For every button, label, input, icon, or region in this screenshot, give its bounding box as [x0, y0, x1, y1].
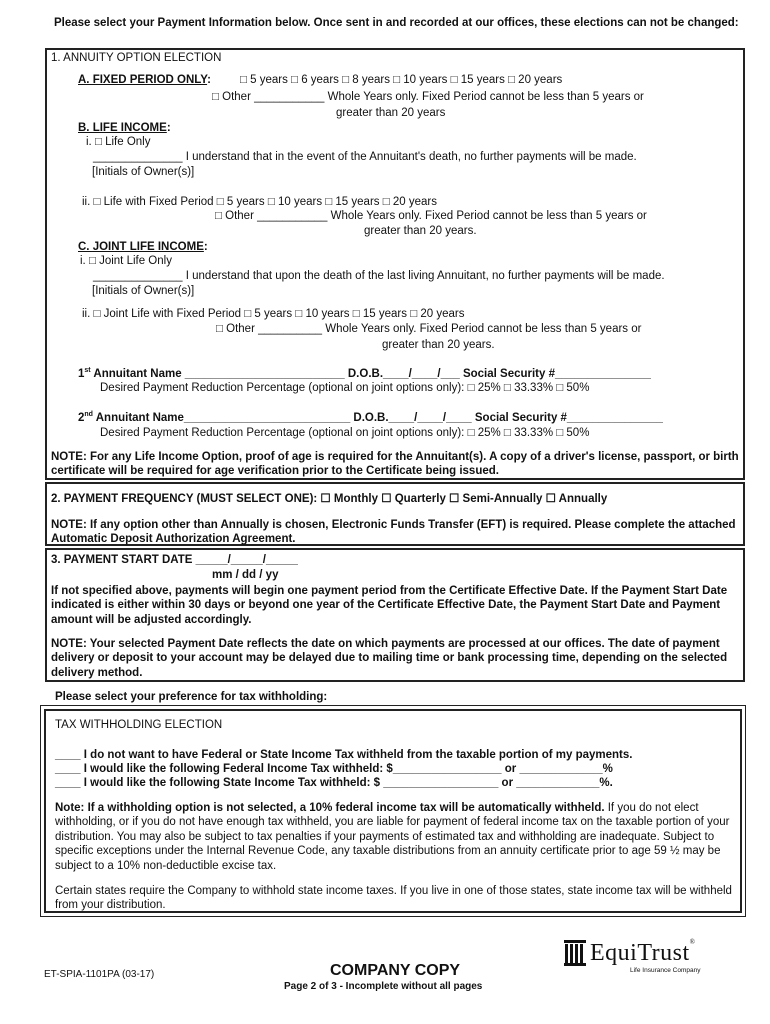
tax-preference-prompt: Please select your preference for tax withholding:	[55, 691, 328, 703]
joint-life-heading	[78, 240, 208, 254]
annuitant2-number: 2	[78, 412, 85, 424]
annuitant1-row[interactable]	[78, 367, 651, 381]
tax-option-federal[interactable]: ____ I would like the following Federal Income Tax withheld: $_________________ or _____________%	[55, 763, 613, 775]
life-income-heading	[78, 121, 171, 135]
fixed-period-other[interactable]: □ Other ___________ Whole Years only. Fixed Period cannot be less than 5 years or	[212, 91, 644, 103]
section1-title: 1. ANNUITY OPTION ELECTION	[51, 52, 222, 64]
logo-trademark: ®	[689, 938, 696, 946]
form-id: ET-SPIA-1101PA (03-17)	[44, 969, 155, 980]
joint-life-initials-line[interactable]: ______________ I understand that upon the death of the last living Annuitant, no further payments will be made.	[93, 270, 665, 282]
joint-life-only-option[interactable]: i. □ Joint Life Only	[80, 255, 172, 267]
section3-paragraph: If not specified above, payments will begin one payment period from the Certificate Effective Date. If the Payment Start Date indicated is either within 30 days or beyond one year of the Certificate Effective Date, the Payment Start Date and Payment amount will be adjusted accordingly.	[51, 585, 728, 626]
company-copy-label: COMPANY COPY	[330, 962, 461, 979]
tax-option-none[interactable]: ____ I do not want to have Federal or State Income Tax withheld from the taxable portion of my payments.	[55, 749, 633, 761]
annuitant1-number: 1	[78, 368, 85, 380]
life-income-colon: :	[166, 122, 171, 134]
payment-start-date[interactable]: 3. PAYMENT START DATE _____/_____/_____	[51, 554, 298, 566]
annuitant1-ordinal: st	[84, 367, 91, 375]
equitrust-logo	[564, 938, 716, 978]
annuitant1-fields[interactable]: Annuitant Name _________________________ D.O.B.____/____/___ Social Security #_______________	[93, 368, 651, 380]
life-fixed-other-cont: greater than 20 years.	[364, 225, 477, 237]
fixed-period-heading	[78, 73, 211, 87]
logo-wordmark	[590, 938, 695, 968]
page-indicator: Page 2 of 3 - Incomplete without all pages	[284, 981, 483, 992]
life-fixed-period-options[interactable]: ii. □ Life with Fixed Period □ 5 years □ 10 years □ 15 years □ 20 years	[82, 196, 437, 208]
section2-note: NOTE: If any option other than Annually is chosen, Electronic Funds Transfer (EFT) is required. Please complete the attached Automatic Deposit Authorization Agreement.	[51, 519, 736, 546]
tax-option-state[interactable]: ____ I would like the following State Income Tax withheld: $ __________________ or _____________%.	[55, 777, 613, 789]
fixed-period-colon: :	[207, 74, 211, 86]
tax-note-rest: If you do not elect withholding, or if you do not have enough tax withheld, you are liable for payment of federal income tax on the taxable portion of your distribution. You may also be subject to tax penalties if your payments of estimated tax and withholding are inadequate. Subject to specific exceptions under the Internal Revenue Code, any taxable distributions from an annuity certificate prior to age 59 ½ may be subject to a 10% non-deductible excise tax.	[55, 802, 730, 872]
joint-fixed-period-options[interactable]: ii. □ Joint Life with Fixed Period □ 5 years □ 10 years □ 15 years □ 20 years	[82, 308, 465, 320]
intro-text: Please select your Payment Information below. Once sent in and recorded at our offices, these elections can not be changed:	[54, 17, 739, 29]
life-only-initials-label: [Initials of Owner(s)]	[92, 166, 195, 178]
fixed-period-label: A. FIXED PERIOD ONLY	[78, 74, 208, 86]
annuitant1-reduction[interactable]: Desired Payment Reduction Percentage (optional on joint options only): □ 25% □ 33.33% □ 50%	[100, 382, 590, 394]
annuitant2-reduction[interactable]: Desired Payment Reduction Percentage (optional on joint options only): □ 25% □ 33.33% □ 50%	[100, 427, 590, 439]
logo-name: EquiTrust	[590, 940, 690, 966]
joint-life-colon: :	[203, 241, 208, 253]
joint-life-label: C. JOINT LIFE INCOME	[78, 241, 204, 253]
annuitant2-fields[interactable]: Annuitant Name__________________________ D.O.B.____/____/____ Social Security #_______________	[95, 412, 663, 424]
tax-states-note: Certain states require the Company to withhold state income taxes. If you live in one of those states, state income tax will be withheld from your distribution.	[55, 885, 732, 912]
fixed-period-other-cont: greater than 20 years	[336, 107, 446, 119]
payment-start-date-format: mm / dd / yy	[212, 569, 279, 581]
logo-subtitle: Life Insurance Company	[630, 967, 701, 974]
equitrust-building-icon	[564, 940, 586, 966]
section1-note: NOTE: For any Life Income Option, proof of age is required for the Annuitant(s). A copy of a driver's license, passport, or birth certificate will be required for age verification prior to the Certificate being issued.	[51, 451, 739, 478]
life-fixed-other[interactable]: □ Other ___________ Whole Years only. Fixed Period cannot be less than 5 years or	[215, 210, 647, 222]
life-only-initials-line[interactable]: ______________ I understand that in the event of the Annuitant's death, no further payments will be made.	[93, 151, 637, 163]
annuitant2-row[interactable]	[78, 411, 663, 425]
tax-title: TAX WITHHOLDING ELECTION	[55, 719, 223, 731]
life-only-option[interactable]: i. □ Life Only	[86, 136, 151, 148]
section3-note: NOTE: Your selected Payment Date reflects the date on which payments are processed at our offices. The date of payment delivery or deposit to your account may be delayed due to mailing time or bank processing time, depending on the selected delivery method.	[51, 638, 728, 679]
payment-frequency-options[interactable]: 2. PAYMENT FREQUENCY (MUST SELECT ONE): ☐ Monthly ☐ Quarterly ☐ Semi-Annually ☐ Annually	[51, 493, 608, 505]
fixed-period-options[interactable]: □ 5 years □ 6 years □ 8 years □ 10 years □ 15 years □ 20 years	[240, 74, 563, 86]
tax-note-bold: Note: If a withholding option is not selected, a 10% federal income tax will be automatically withheld.	[55, 802, 605, 814]
joint-fixed-other-cont: greater than 20 years.	[382, 339, 495, 351]
tax-note	[55, 801, 738, 873]
joint-fixed-other[interactable]: □ Other __________ Whole Years only. Fixed Period cannot be less than 5 years or	[216, 323, 642, 335]
life-income-label: B. LIFE INCOME	[78, 122, 167, 134]
annuitant2-ordinal: nd	[84, 411, 93, 419]
joint-life-initials-label: [Initials of Owner(s)]	[92, 285, 195, 297]
